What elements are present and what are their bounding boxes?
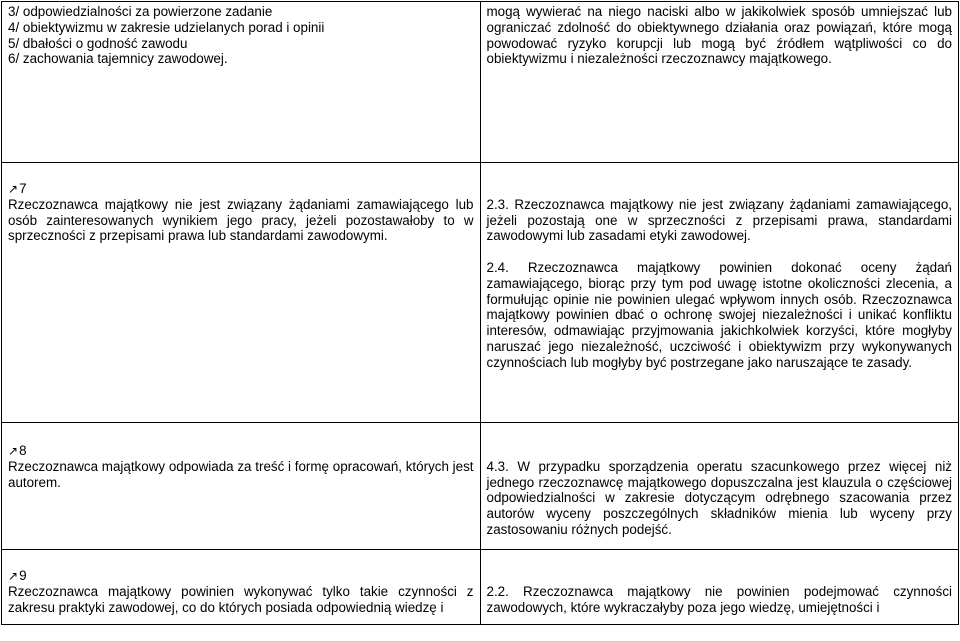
paragraph: Rzeczoznawca majątkowy nie jest związany żądaniami zamawiającego lub osób zainteresowanych wynikiem jego pracy, jeżeli pozostawałoby to w sprzeczności z przepisami prawa lub standardami zawodowymi. <box>8 196 474 244</box>
cell-right <box>480 550 959 625</box>
paragraph: 4.3. W przypadku sporządzenia operatu szacunkowego przez więcej niż jednego rzeczoznawcę majątkowego dopuszczalna jest klauzula o częściowej odpowiedzialności w zakresie dotyczącym odrębnego szacowania przez autorów wyceny poszczególnych składników mienia lub wyceny przy zastosowaniu różnych podejść. <box>486 458 952 537</box>
table-row <box>2 2 959 163</box>
paragraph: 2.4. Rzeczoznawca majątkowy powinien dokonać oceny żądań zamawiającego, biorąc przy tym pod uwagę istotne okoliczności zlecenia, a formułując opinie nie powinien ulegać wpływom innych osób. Rzeczoznawca majątkowy powinien dbać o ochronę swojej niezależności i unikać konfliktu interesów, odmawiając przyjmowania jakichkolwiek korzyści, które mogłyby naruszać jego niezależność, uczciwość i obiektywizm przy wykonywanych czynnościach lub mogłyby być postrzegane jako naruszające te zasady. <box>486 259 952 370</box>
article-number-text: 8 <box>19 443 27 458</box>
article-number-text: 7 <box>19 181 27 196</box>
paragraph: Rzeczoznawca majątkowy odpowiada za treść i formę opracowań, których jest autorem. <box>8 458 474 490</box>
list-line: 4/ obiektywizmu w zakresie udzielanych porad i opinii <box>8 19 325 35</box>
cell-left <box>2 550 481 625</box>
table-row <box>2 163 959 423</box>
arrow-icon: ↗︎ <box>8 182 19 196</box>
document-page <box>1 1 959 641</box>
cell-left <box>2 423 481 550</box>
table-row <box>2 423 959 550</box>
arrow-icon: ↗︎ <box>8 444 19 458</box>
article-number <box>8 181 474 197</box>
article-number <box>8 443 474 459</box>
article-number <box>8 568 474 584</box>
paragraph: 2.2. Rzeczoznawca majątkowy nie powinien podejmować czynności zawodowych, które wykraczałyby poza jego wiedzę, umiejętności i <box>486 583 952 615</box>
list-line: 3/ odpowiedzialności za powierzone zadanie <box>8 4 273 19</box>
cell-right <box>480 423 959 550</box>
list-line: 6/ zachowania tajemnicy zawodowej. <box>8 51 228 67</box>
paragraph: 2.3. Rzeczoznawca majątkowy nie jest związany żądaniami zamawiającego, jeżeli pozostają one w sprzeczności z przepisami prawa, standardami zawodowymi lub zasadami etyki zawodowej. <box>486 196 952 244</box>
table-row <box>2 550 959 625</box>
article-number-text: 9 <box>19 568 27 583</box>
cell-right <box>480 2 959 163</box>
paragraph: mogą wywierać na niego naciski albo w jakikolwiek sposób umniejszać lub ograniczać zdolność do obiektywnego działania oraz powiązań, które mogą powodować ryzyko korupcji lub mogą być źródłem wątpliwości co do obiektywizmu i niezależności rzeczoznawcy majątkowego. <box>486 4 952 67</box>
comparison-table <box>1 1 959 625</box>
cell-right <box>480 163 959 423</box>
cell-left <box>2 2 481 163</box>
arrow-icon: ↗︎ <box>8 569 19 583</box>
list-line: 5/ dbałości o godność zawodu <box>8 35 188 51</box>
paragraph: Rzeczoznawca majątkowy powinien wykonywać tylko takie czynności z zakresu praktyki zawodowej, co do których posiada odpowiednią wiedzę i <box>8 583 474 615</box>
cell-left <box>2 163 481 423</box>
